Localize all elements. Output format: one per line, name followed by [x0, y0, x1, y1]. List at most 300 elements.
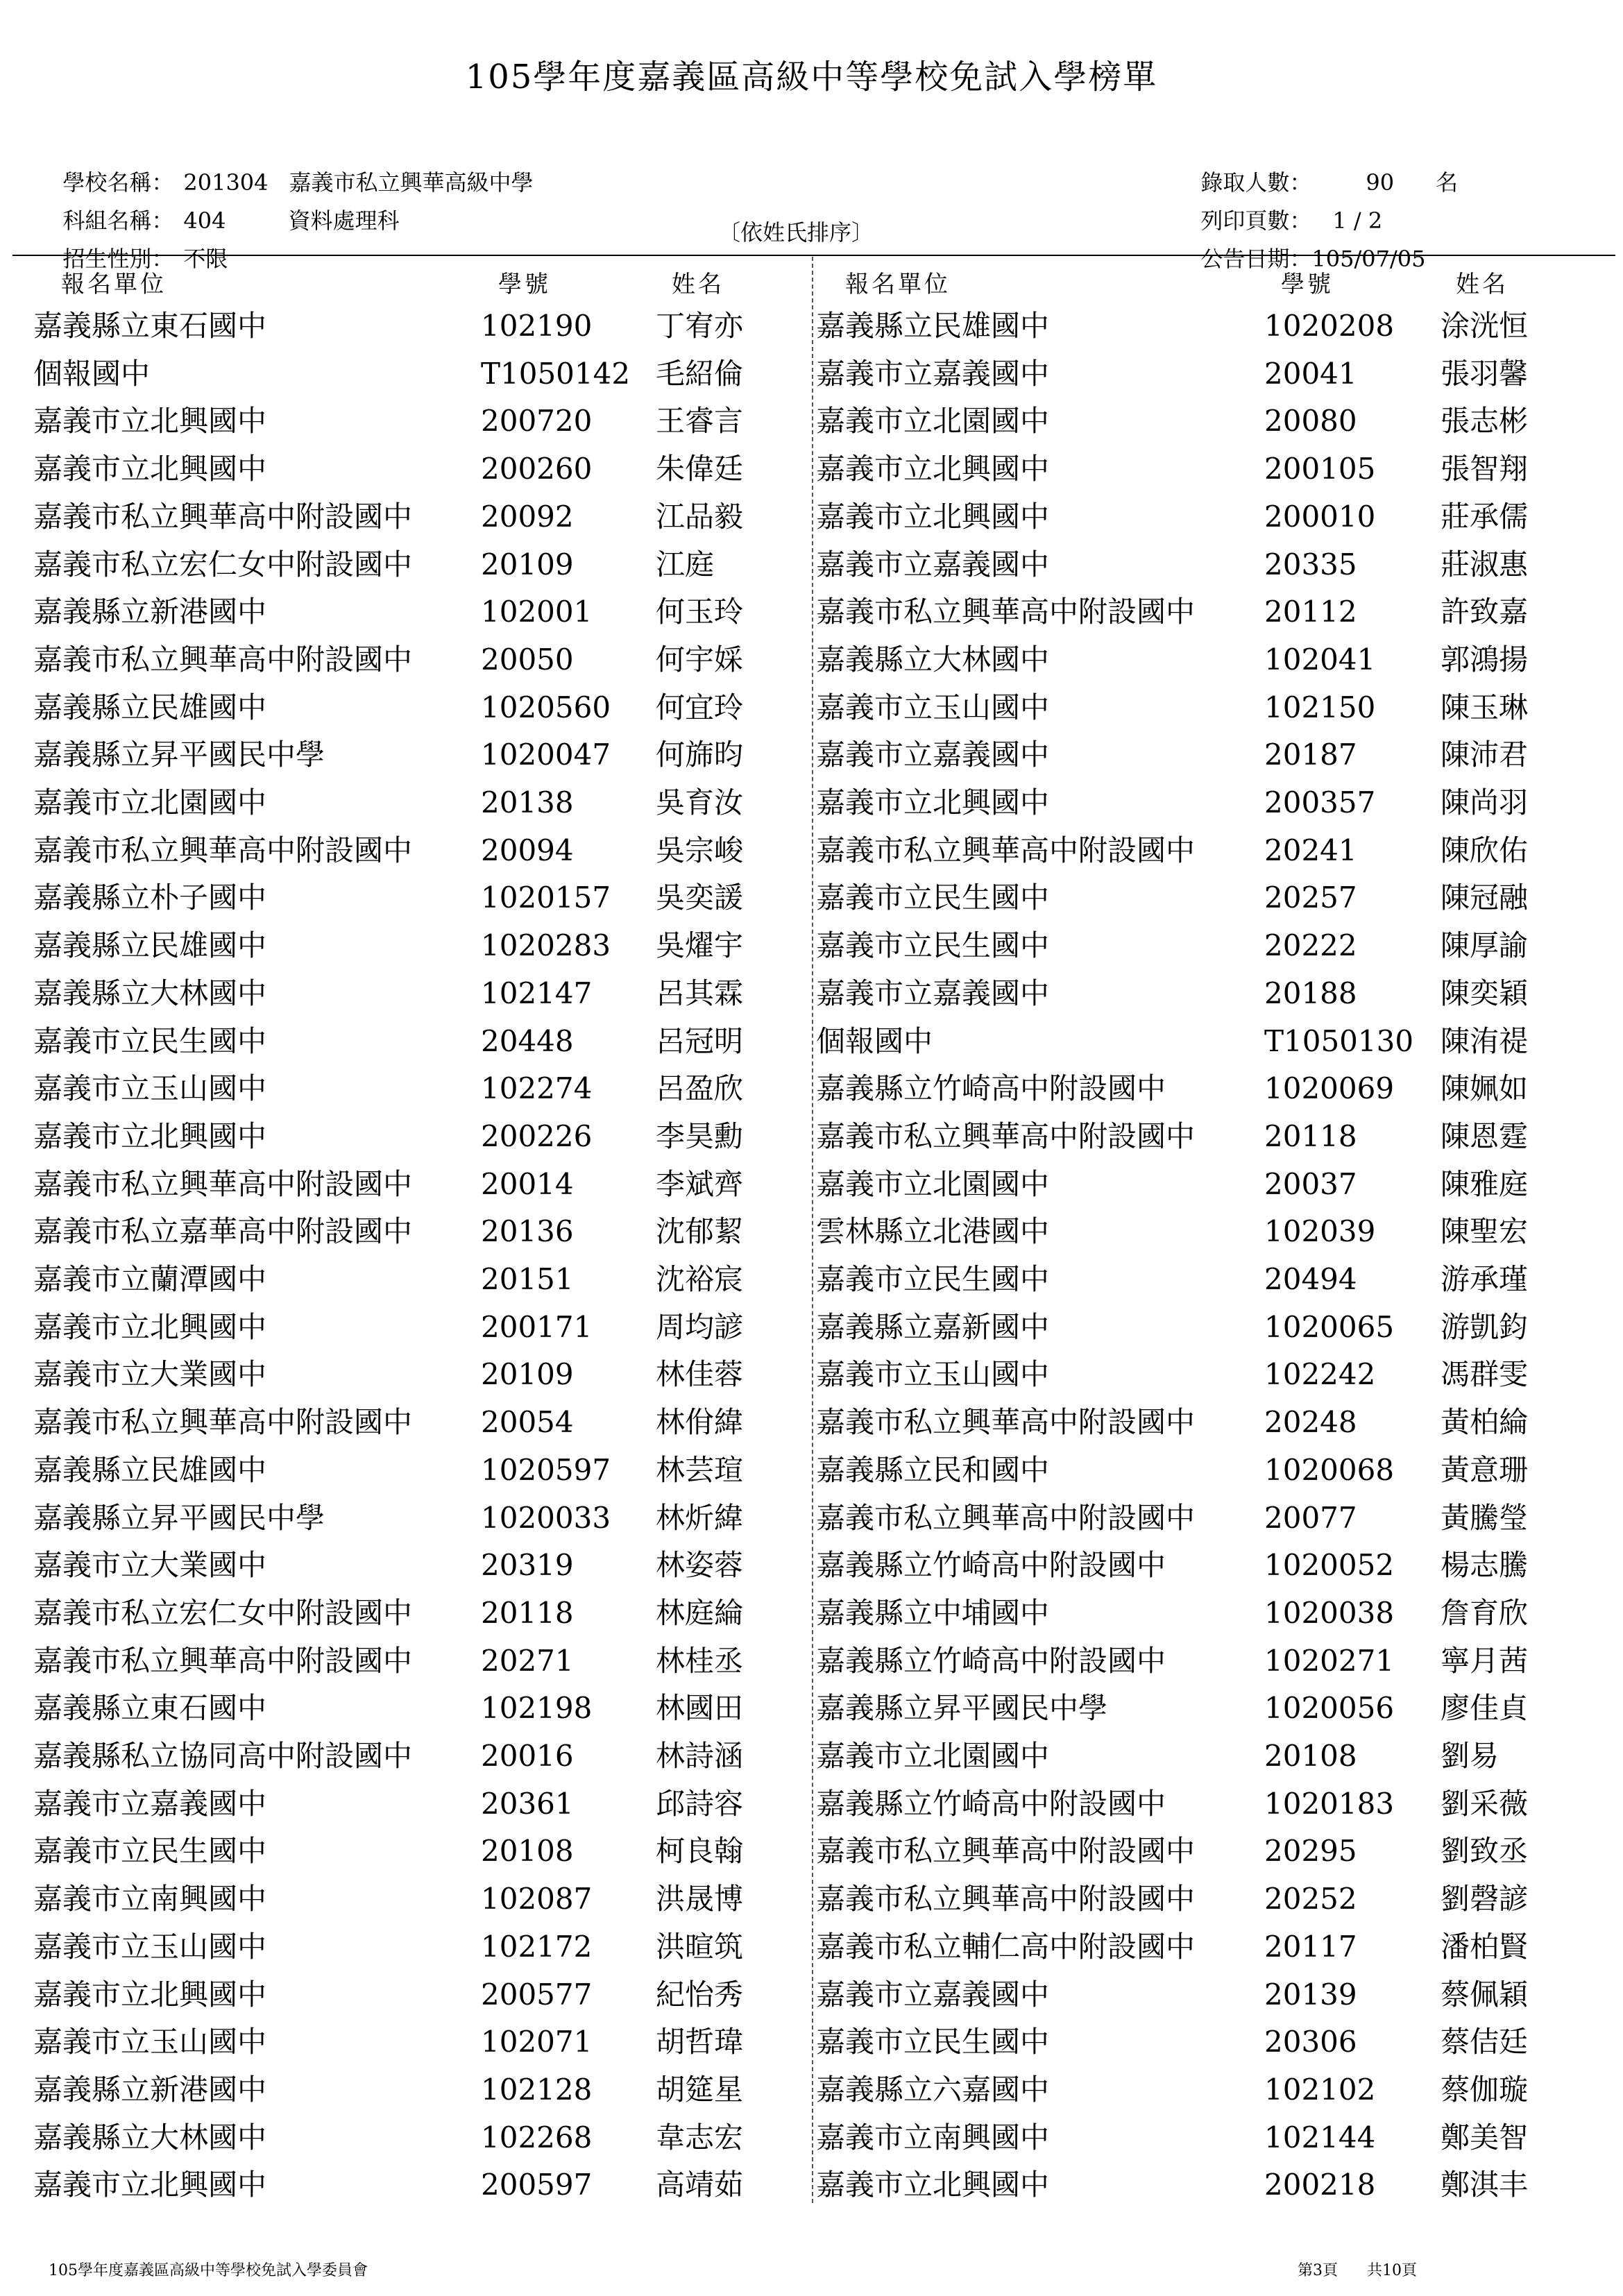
- row-unit: 嘉義縣立民雄國中: [33, 1452, 267, 1487]
- row-id: 200577: [481, 1977, 593, 2012]
- row-unit2: 嘉義市立北園國中: [816, 404, 1050, 439]
- row-name2: 鄭淇丰: [1441, 2168, 1529, 2202]
- row-id2: 20306: [1264, 2025, 1357, 2059]
- row-name2: 黃柏綸: [1441, 1405, 1529, 1440]
- table-row: [0, 1590, 1623, 1637]
- table-row: [0, 1399, 1623, 1446]
- row-id: 20448: [481, 1023, 574, 1058]
- row-name2: 馮群雯: [1441, 1357, 1529, 1392]
- row-id2: 20494: [1264, 1262, 1357, 1296]
- row-unit2: 嘉義縣立竹崎高中附設國中: [816, 1786, 1166, 1821]
- row-name: 柯良翰: [656, 1834, 744, 1869]
- table-row: [0, 588, 1623, 636]
- row-id2: 20248: [1264, 1405, 1357, 1440]
- row-id: 1020283: [481, 928, 611, 963]
- row-name: 周均諺: [656, 1309, 744, 1344]
- table-row: [0, 827, 1623, 874]
- row-unit: 嘉義縣立東石國中: [33, 309, 267, 343]
- row-id: 20151: [481, 1262, 574, 1296]
- row-unit: 嘉義市立玉山國中: [33, 1929, 267, 1964]
- row-unit: 嘉義縣立昇平國民中學: [33, 738, 325, 772]
- row-id: T1050142: [481, 356, 631, 391]
- row-unit: 嘉義縣立大林國中: [33, 976, 267, 1010]
- row-id: 102268: [481, 2120, 593, 2154]
- row-name2: 潘柏賢: [1441, 1929, 1529, 1964]
- row-id: 1020047: [481, 738, 611, 772]
- row-unit: 嘉義市立蘭潭國中: [33, 1262, 267, 1296]
- row-name: 呂冠明: [656, 1023, 744, 1058]
- row-id: 20092: [481, 499, 574, 534]
- row-name2: 蔡伽璇: [1441, 2072, 1529, 2107]
- table-row: [0, 1018, 1623, 1065]
- row-name: 韋志宏: [656, 2120, 744, 2154]
- row-id: 20014: [481, 1166, 574, 1201]
- table-row: [0, 1638, 1623, 1685]
- row-name2: 張羽馨: [1441, 356, 1529, 391]
- row-name2: 陳欣佑: [1441, 833, 1529, 867]
- row-name2: 劉致丞: [1441, 1834, 1529, 1869]
- row-id: 1020157: [481, 881, 611, 915]
- school-label: 學校名稱：: [62, 169, 174, 196]
- table-row: [0, 1113, 1623, 1160]
- table-row: [0, 922, 1623, 969]
- table-row: [0, 1685, 1623, 1732]
- row-id: 1020560: [481, 690, 611, 724]
- row-unit2: 嘉義市立北園國中: [816, 1739, 1050, 1773]
- row-name2: 蔡佩穎: [1441, 1977, 1529, 2012]
- table-row: [0, 731, 1623, 779]
- row-id2: 102242: [1264, 1357, 1376, 1392]
- row-unit2: 嘉義縣立大林國中: [816, 642, 1050, 677]
- row-id: 102071: [481, 2025, 593, 2059]
- school-name: 嘉義市私立興華高級中學: [289, 169, 534, 196]
- row-unit2: 嘉義縣立竹崎高中附設國中: [816, 1071, 1166, 1106]
- row-id2: T1050130: [1264, 1023, 1414, 1058]
- row-unit2: 嘉義市立民生國中: [816, 881, 1050, 915]
- row-unit2: 嘉義市私立興華高中附設國中: [816, 1119, 1196, 1153]
- row-id2: 20188: [1264, 976, 1357, 1010]
- row-unit2: 嘉義市私立興華高中附設國中: [816, 1500, 1196, 1535]
- row-name: 洪晟博: [656, 1882, 744, 1916]
- row-id2: 1020056: [1264, 1691, 1395, 1726]
- row-name2: 游承瑾: [1441, 1262, 1529, 1296]
- table-row: [0, 1351, 1623, 1398]
- row-unit: 嘉義市私立宏仁女中附設國中: [33, 547, 413, 581]
- row-name: 吳宗峻: [656, 833, 744, 867]
- table-row: [0, 1065, 1623, 1112]
- row-unit: 嘉義市立嘉義國中: [33, 1786, 267, 1821]
- row-unit: 嘉義市立大業國中: [33, 1357, 267, 1392]
- row-unit: 嘉義市立北興國中: [33, 1977, 267, 2012]
- table-row: [0, 541, 1623, 588]
- row-name2: 張志彬: [1441, 404, 1529, 439]
- row-name2: 涂洸恒: [1441, 309, 1529, 343]
- row-name2: 陳冠融: [1441, 881, 1529, 915]
- school-code: 201304: [183, 169, 269, 196]
- row-name: 林國田: [656, 1691, 744, 1726]
- table-row: [0, 1876, 1623, 1923]
- row-id: 102001: [481, 595, 593, 629]
- row-name2: 張智翔: [1441, 452, 1529, 486]
- row-name: 洪暄筑: [656, 1929, 744, 1964]
- admit-unit: 名: [1436, 169, 1459, 196]
- row-id2: 20118: [1264, 1119, 1357, 1153]
- row-name2: 陳恩霆: [1441, 1119, 1529, 1153]
- row-id2: 20335: [1264, 547, 1357, 581]
- row-id: 200597: [481, 2168, 593, 2202]
- footer-committee: 105學年度嘉義區高級中等學校免試入學委員會: [49, 2262, 368, 2279]
- row-id: 20109: [481, 547, 574, 581]
- row-name: 林姿蓉: [656, 1548, 744, 1583]
- row-name2: 廖佳貞: [1441, 1691, 1529, 1726]
- row-unit2: 嘉義市私立興華高中附設國中: [816, 1405, 1196, 1440]
- row-id2: 200218: [1264, 2168, 1376, 2202]
- row-name2: 陳雅庭: [1441, 1166, 1529, 1201]
- row-name: 何宜玲: [656, 690, 744, 724]
- row-id2: 102102: [1264, 2072, 1376, 2107]
- row-unit: 嘉義市立北興國中: [33, 2168, 267, 2202]
- table-row: [0, 1971, 1623, 2018]
- row-name2: 許致嘉: [1441, 595, 1529, 629]
- table-row: [0, 874, 1623, 921]
- row-unit2: 嘉義市私立興華高中附設國中: [816, 595, 1196, 629]
- row-unit: 嘉義市立玉山國中: [33, 2025, 267, 2059]
- row-id2: 20108: [1264, 1739, 1357, 1773]
- row-id: 20138: [481, 785, 574, 819]
- row-id: 20109: [481, 1357, 574, 1392]
- row-unit: 嘉義市立民生國中: [33, 1023, 267, 1058]
- row-unit: 嘉義縣立新港國中: [33, 2072, 267, 2107]
- row-name: 毛紹倫: [656, 356, 744, 391]
- table-row: [0, 1495, 1623, 1542]
- footer-total: 共10頁: [1367, 2262, 1417, 2279]
- row-id2: 20077: [1264, 1500, 1357, 1535]
- row-id: 20050: [481, 642, 574, 677]
- row-unit: 嘉義市立民生國中: [33, 1834, 267, 1869]
- row-name2: 陳洧禔: [1441, 1023, 1529, 1058]
- row-name: 何玉玲: [656, 595, 744, 629]
- row-unit2: 嘉義縣立民和國中: [816, 1452, 1050, 1487]
- row-unit2: 嘉義市立嘉義國中: [816, 547, 1050, 581]
- row-id2: 1020065: [1264, 1309, 1395, 1344]
- row-unit: 嘉義市私立宏仁女中附設國中: [33, 1595, 413, 1630]
- row-id: 20016: [481, 1739, 574, 1773]
- col-unit2-header: 報名單位: [845, 271, 951, 298]
- row-id2: 20080: [1264, 404, 1357, 439]
- row-unit2: 嘉義市私立興華高中附設國中: [816, 1834, 1196, 1869]
- row-unit2: 嘉義市立民生國中: [816, 2025, 1050, 2059]
- row-id: 102128: [481, 2072, 593, 2107]
- row-unit2: 嘉義市立嘉義國中: [816, 976, 1050, 1010]
- row-name: 吳奕諼: [656, 881, 744, 915]
- pages-value: 1 / 2: [1332, 207, 1383, 234]
- row-name2: 陳奕穎: [1441, 976, 1529, 1010]
- pages-label: 列印頁數：: [1200, 207, 1312, 234]
- row-unit2: 嘉義市立北興國中: [816, 785, 1050, 819]
- admit-label: 錄取人數：: [1200, 169, 1312, 196]
- row-unit: 嘉義縣立大林國中: [33, 2120, 267, 2154]
- table-row: [0, 779, 1623, 826]
- table-row: [0, 493, 1623, 541]
- row-id2: 20041: [1264, 356, 1357, 391]
- row-id2: 200105: [1264, 452, 1376, 486]
- row-unit2: 嘉義市立嘉義國中: [816, 356, 1050, 391]
- sort-note: 〔依姓氏排序〕: [718, 219, 874, 246]
- row-id: 102172: [481, 1929, 593, 1964]
- row-unit: 嘉義市私立興華高中附設國中: [33, 833, 413, 867]
- table-row: [0, 2066, 1623, 2114]
- row-name2: 寧月茜: [1441, 1643, 1529, 1678]
- page-title: 105學年度嘉義區高級中等學校免試入學榜單: [465, 58, 1158, 96]
- row-name2: 陳尚羽: [1441, 785, 1529, 819]
- table-row: [0, 2161, 1623, 2209]
- row-unit: 嘉義縣私立協同高中附設國中: [33, 1739, 413, 1773]
- row-unit: 嘉義市私立興華高中附設國中: [33, 1405, 413, 1440]
- group-name: 資料處理科: [288, 207, 400, 234]
- row-id2: 1020038: [1264, 1595, 1395, 1630]
- row-name: 林詩涵: [656, 1739, 744, 1773]
- row-unit: 嘉義市立南興國中: [33, 1882, 267, 1916]
- row-unit: 嘉義縣立民雄國中: [33, 690, 267, 724]
- row-unit2: 雲林縣立北港國中: [816, 1214, 1050, 1249]
- row-id: 20118: [481, 1595, 574, 1630]
- table-row: [0, 684, 1623, 731]
- row-unit2: 嘉義市立北興國中: [816, 452, 1050, 486]
- row-id2: 102041: [1264, 642, 1376, 677]
- row-name2: 陳姵如: [1441, 1071, 1529, 1106]
- row-unit2: 嘉義市立民生國中: [816, 928, 1050, 963]
- row-id: 1020597: [481, 1452, 611, 1487]
- gender-label: 招生性別：: [62, 246, 174, 272]
- row-name: 林庭綸: [656, 1595, 744, 1630]
- table-row: [0, 1828, 1623, 1875]
- table-row: [0, 636, 1623, 683]
- row-name2: 蔡佶廷: [1441, 2025, 1529, 2059]
- row-unit: 嘉義縣立新港國中: [33, 595, 267, 629]
- admit-value: 90: [1366, 169, 1395, 196]
- footer-page: 第3頁: [1298, 2262, 1338, 2279]
- row-unit2: 嘉義縣立竹崎高中附設國中: [816, 1643, 1166, 1678]
- row-id2: 20037: [1264, 1166, 1357, 1201]
- row-name: 吳育汝: [656, 785, 744, 819]
- row-id2: 1020052: [1264, 1548, 1395, 1583]
- row-id: 20108: [481, 1834, 574, 1869]
- row-name: 江品毅: [656, 499, 744, 534]
- row-id2: 1020208: [1264, 309, 1395, 343]
- row-unit2: 個報國中: [816, 1023, 933, 1058]
- row-unit: 嘉義市立北興國中: [33, 452, 267, 486]
- row-name: 何旆昀: [656, 738, 744, 772]
- table-row: [0, 2018, 1623, 2066]
- row-name: 林芸瑄: [656, 1452, 744, 1487]
- row-unit: 嘉義縣立東石國中: [33, 1691, 267, 1726]
- row-name2: 劉易: [1441, 1739, 1499, 1773]
- col-id2-header: 學號: [1281, 271, 1334, 298]
- row-name2: 黃騰瑩: [1441, 1500, 1529, 1535]
- table-row: [0, 1161, 1623, 1208]
- row-name2: 鄭美智: [1441, 2120, 1529, 2154]
- row-name: 王睿言: [656, 404, 744, 439]
- row-id2: 20295: [1264, 1834, 1357, 1869]
- col-id-header: 學號: [498, 271, 551, 298]
- row-id2: 20257: [1264, 881, 1357, 915]
- row-name2: 黃意珊: [1441, 1452, 1529, 1487]
- row-id: 102274: [481, 1071, 593, 1106]
- row-name2: 詹育欣: [1441, 1595, 1529, 1630]
- col-name-header: 姓名: [672, 271, 724, 298]
- row-unit2: 嘉義市立玉山國中: [816, 690, 1050, 724]
- row-unit2: 嘉義市私立輔仁高中附設國中: [816, 1929, 1196, 1964]
- row-name2: 陳玉琳: [1441, 690, 1529, 724]
- row-id: 102147: [481, 976, 593, 1010]
- row-id: 20136: [481, 1214, 574, 1249]
- table-row: [0, 1208, 1623, 1255]
- row-name: 沈裕宸: [656, 1262, 744, 1296]
- row-id2: 20252: [1264, 1882, 1357, 1916]
- row-unit2: 嘉義市私立興華高中附設國中: [816, 1882, 1196, 1916]
- row-id: 20271: [481, 1643, 574, 1678]
- date-label: 公告日期：: [1200, 246, 1312, 272]
- row-name: 江庭: [656, 547, 715, 581]
- row-id2: 20139: [1264, 1977, 1357, 2012]
- row-unit: 嘉義縣立昇平國民中學: [33, 1500, 325, 1535]
- row-id2: 200357: [1264, 785, 1376, 819]
- row-id: 20361: [481, 1786, 574, 1821]
- table-row: [0, 1447, 1623, 1494]
- row-id: 1020033: [481, 1500, 611, 1535]
- row-name: 紀怡秀: [656, 1977, 744, 2012]
- row-name2: 郭鴻揚: [1441, 642, 1529, 677]
- table-row: [0, 398, 1623, 445]
- row-name: 朱偉廷: [656, 452, 744, 486]
- row-unit: 個報國中: [33, 356, 151, 391]
- row-id: 102087: [481, 1882, 593, 1916]
- row-name: 李斌齊: [656, 1166, 744, 1201]
- row-id2: 20241: [1264, 833, 1357, 867]
- row-name2: 莊淑惠: [1441, 547, 1529, 581]
- row-unit: 嘉義市立北興國中: [33, 404, 267, 439]
- row-id: 200226: [481, 1119, 593, 1153]
- table-row: [0, 350, 1623, 398]
- row-id: 200720: [481, 404, 593, 439]
- row-unit: 嘉義市私立嘉華高中附設國中: [33, 1214, 413, 1249]
- table-row: [0, 445, 1623, 493]
- row-name: 邱詩容: [656, 1786, 744, 1821]
- row-unit2: 嘉義市立玉山國中: [816, 1357, 1050, 1392]
- row-name: 丁宥亦: [656, 309, 744, 343]
- row-unit2: 嘉義縣立六嘉國中: [816, 2072, 1050, 2107]
- row-id2: 1020271: [1264, 1643, 1395, 1678]
- row-unit: 嘉義縣立朴子國中: [33, 881, 267, 915]
- row-unit2: 嘉義市立南興國中: [816, 2120, 1050, 2154]
- row-name2: 莊承儒: [1441, 499, 1529, 534]
- header-rule: [12, 255, 1615, 256]
- row-id2: 20187: [1264, 738, 1357, 772]
- row-id2: 1020068: [1264, 1452, 1395, 1487]
- row-unit2: 嘉義市立北園國中: [816, 1166, 1050, 1201]
- row-unit2: 嘉義市立嘉義國中: [816, 738, 1050, 772]
- row-unit: 嘉義市私立興華高中附設國中: [33, 1166, 413, 1201]
- row-id: 20094: [481, 833, 574, 867]
- row-unit: 嘉義市私立興華高中附設國中: [33, 642, 413, 677]
- group-label: 科組名稱：: [62, 207, 174, 234]
- row-name2: 楊志騰: [1441, 1548, 1529, 1583]
- row-unit2: 嘉義市立民生國中: [816, 1262, 1050, 1296]
- table-row: [0, 303, 1623, 350]
- group-code: 404: [183, 207, 226, 234]
- date-value: 105/07/05: [1311, 246, 1426, 272]
- col-unit-header: 報名單位: [61, 271, 167, 298]
- row-name: 李昊勳: [656, 1119, 744, 1153]
- row-unit2: 嘉義市立北興國中: [816, 2168, 1050, 2202]
- row-unit: 嘉義市立北興國中: [33, 1309, 267, 1344]
- row-unit: 嘉義市立北興國中: [33, 1119, 267, 1153]
- row-name: 林桂丞: [656, 1643, 744, 1678]
- row-unit2: 嘉義縣立竹崎高中附設國中: [816, 1548, 1166, 1583]
- row-unit: 嘉義市立北園國中: [33, 785, 267, 819]
- row-name2: 劉采薇: [1441, 1786, 1529, 1821]
- table-row: [0, 1542, 1623, 1589]
- row-name2: 劉磬諺: [1441, 1882, 1529, 1916]
- row-name: 高靖茹: [656, 2168, 744, 2202]
- row-id: 102190: [481, 309, 593, 343]
- table-row: [0, 970, 1623, 1017]
- row-name: 吳燿宇: [656, 928, 744, 963]
- row-name: 林佾緯: [656, 1405, 744, 1440]
- row-id2: 20112: [1264, 595, 1357, 629]
- row-name: 呂其霖: [656, 976, 744, 1010]
- row-unit2: 嘉義縣立中埔國中: [816, 1595, 1050, 1630]
- row-name: 何宇婇: [656, 642, 744, 677]
- row-unit: 嘉義縣立民雄國中: [33, 928, 267, 963]
- col-name2-header: 姓名: [1456, 271, 1509, 298]
- row-id2: 200010: [1264, 499, 1376, 534]
- row-id: 200171: [481, 1309, 593, 1344]
- row-name: 沈郁絜: [656, 1214, 744, 1249]
- row-id2: 20222: [1264, 928, 1357, 963]
- table-row: [0, 2114, 1623, 2161]
- row-unit: 嘉義市立大業國中: [33, 1548, 267, 1583]
- row-name2: 游凱鈞: [1441, 1309, 1529, 1344]
- table-row: [0, 1733, 1623, 1780]
- row-name: 胡哲瑋: [656, 2025, 744, 2059]
- row-id2: 20117: [1264, 1929, 1357, 1964]
- table-row: [0, 1256, 1623, 1303]
- row-name: 林佳蓉: [656, 1357, 744, 1392]
- row-name2: 陳聖宏: [1441, 1214, 1529, 1249]
- table-row: [0, 1304, 1623, 1351]
- row-unit: 嘉義市私立興華高中附設國中: [33, 1643, 413, 1678]
- row-unit2: 嘉義市立北興國中: [816, 499, 1050, 534]
- row-id2: 1020183: [1264, 1786, 1395, 1821]
- row-id: 20319: [481, 1548, 574, 1583]
- row-name: 呂盈欣: [656, 1071, 744, 1106]
- gender-value: 不限: [183, 246, 228, 272]
- row-unit: 嘉義市私立興華高中附設國中: [33, 499, 413, 534]
- row-unit2: 嘉義市私立興華高中附設國中: [816, 833, 1196, 867]
- row-unit2: 嘉義縣立昇平國民中學: [816, 1691, 1108, 1726]
- row-id: 200260: [481, 452, 593, 486]
- row-name2: 陳沛君: [1441, 738, 1529, 772]
- row-name: 胡筵星: [656, 2072, 744, 2107]
- row-id: 102198: [481, 1691, 593, 1726]
- row-id2: 102150: [1264, 690, 1376, 724]
- table-row: [0, 1780, 1623, 1828]
- row-unit: 嘉義市立玉山國中: [33, 1071, 267, 1106]
- row-name2: 陳厚諭: [1441, 928, 1529, 963]
- row-name: 林炘緯: [656, 1500, 744, 1535]
- row-id2: 1020069: [1264, 1071, 1395, 1106]
